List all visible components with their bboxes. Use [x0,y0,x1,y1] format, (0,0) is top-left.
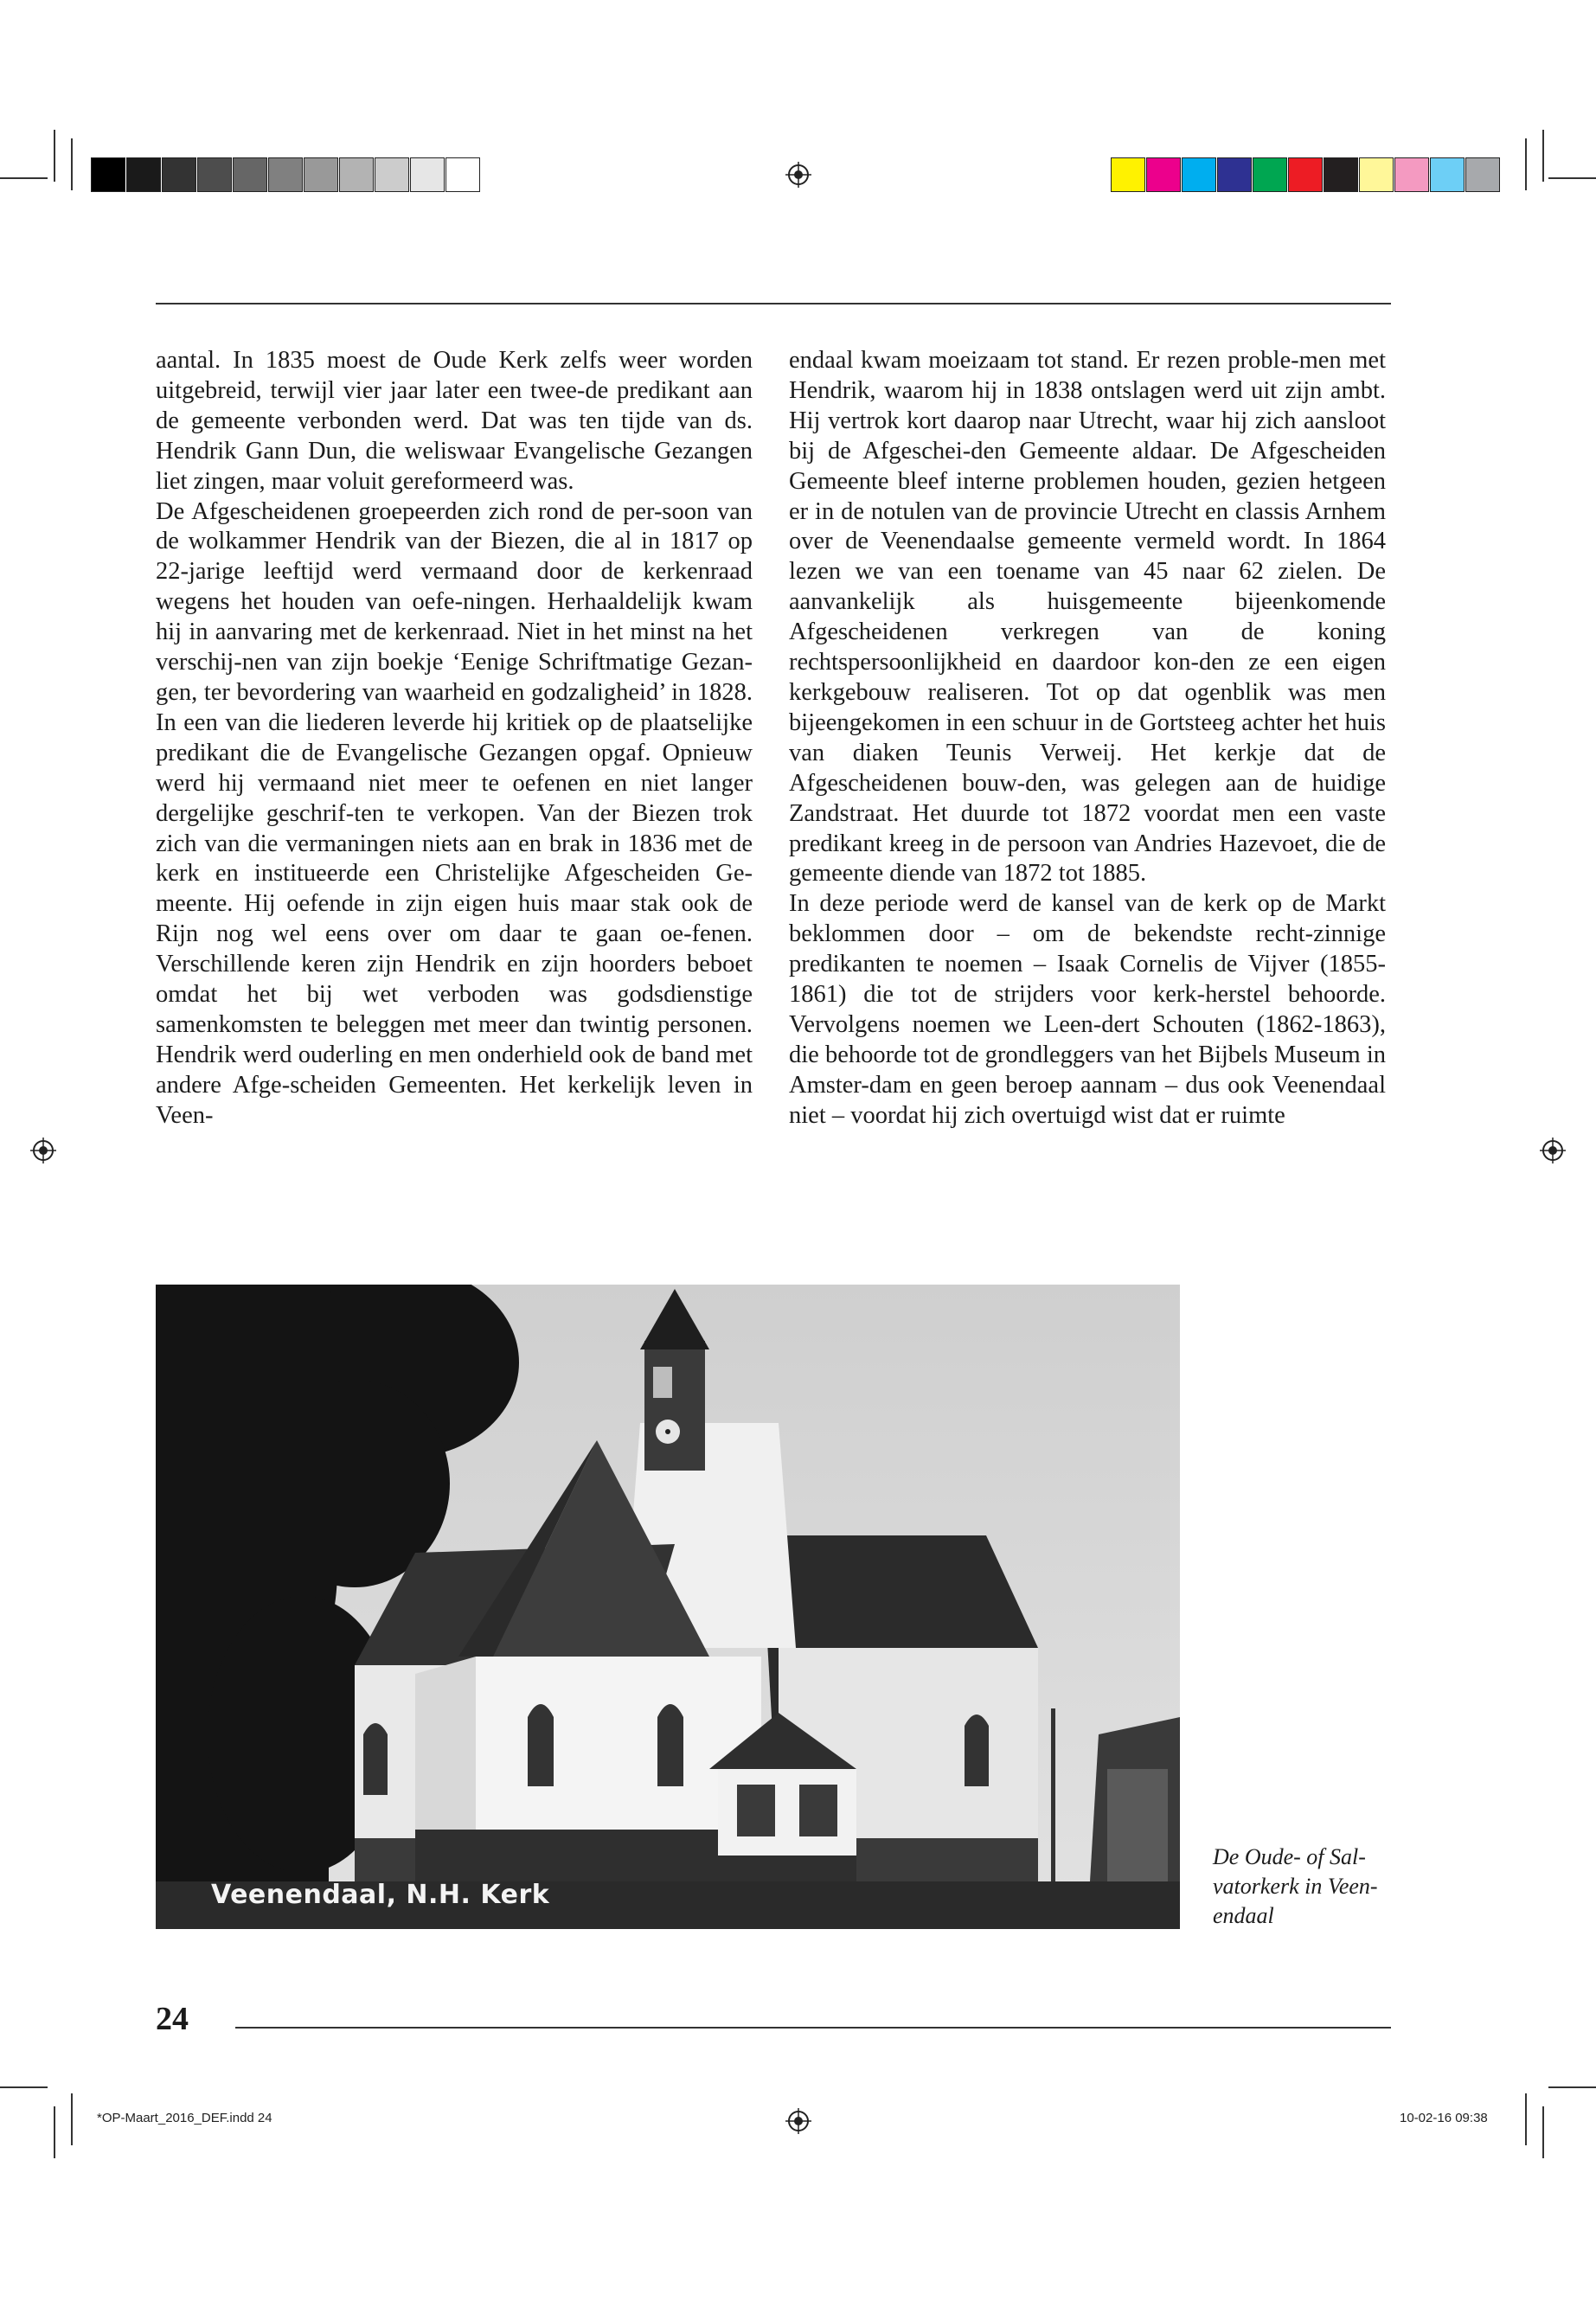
registration-mark-top-icon [785,162,811,188]
paragraph: In deze periode werd de kansel van de kerk op de Markt beklommen door – om de bekendste recht-zinnige predikanten te noemen – Isaak Cornelis de Vijver (1855-1861) die tot de strijders voor kerk-herstel behoorde. Vervolgens noemen we Leen-dert Schouten (1862-1863), die behoorde tot de grondleggers van het Bijbels Museum in Amster-dam en geen beroep aannam – dus ook Veenendaal niet – voordat hij zich overtuigd wist dat er ruimte [789,890,1386,1129]
text-column-left [156,346,753,1131]
color-swatch [1288,157,1323,192]
registration-mark-bottom-icon [785,2108,811,2134]
color-swatch [375,157,409,192]
color-swatch [1324,157,1358,192]
paragraph: endaal kwam moeizaam tot stand. Er rezen proble-men met Hendrik, waarom hij in 1838 ontslagen werd uit zijn ambt. Hij vertrok kort daarop naar Utrecht, waar hij zich aansloot bij de Afgeschei-den Gemeente aldaar. De Afgescheiden Gemeente bleef interne problemen houden, gezien hetgeen er in de notulen van de provincie Utrecht en classis Arnhem over de Veenendaalse gemeente vermeld wordt. In 1864 lezen we van een toename van 45 naar 62 zielen. De aanvankelijk als huisgemeente bijeenkomende Afgescheidenen verkregen van de koning rechtspersoonlijkheid en daardoor kon-den ze een eigen kerkgebouw realiseren. Tot op dat ogenblik was men bijeengekomen in een schuur in de Gortsteeg achter het huis van diaken Teunis Verweij. Het kerkje dat de Afgescheidenen bouw-den, was gelegen aan de huidige Zandstraat. Het duurde tot 1872 voordat men een vaste predikant kreeg in de persoon van Andries Hazevoet, die de gemeente diende van 1872 tot 1885. [789,347,1386,888]
color-swatch [1465,157,1500,192]
slug-datetime: 10-02-16 09:38 [1400,2111,1488,2125]
color-swatch [445,157,480,192]
color-swatch [268,157,303,192]
footer-rule [235,2027,1391,2029]
slug-file: *OP-Maart_2016_DEF.indd 24 [97,2111,272,2125]
paragraph: aantal. In 1835 moest de Oude Kerk zelfs weer worden uitgebreid, terwijl vier jaar later een twee-de predikant aan de gemeente verbonden werd. Dat was ten tijde van ds. Hendrik Gann Dun, die weliswaar Evangelische Gezangen liet zingen, maar voluit gereformeerd was. [156,347,753,495]
church-photo [156,1285,1180,1929]
color-swatch [1182,157,1216,192]
color-swatch [1359,157,1394,192]
color-swatch [91,157,125,192]
photo-caption: De Oude- of Sal-vatorkerk in Veen-endaal [1213,1844,1378,1928]
paragraph: De Afgescheidenen groepeerden zich rond de per-soon van de wolkammer Hendrik van der Biezen, die al in 1817 op 22-jarige leeftijd werd vermaand door de kerkenraad wegens het houden van oefe-ningen. Herhaaldelijk kwam hij in aanvaring met de kerkenraad. Niet in het minst na het verschij-nen van zijn boekje ‘Eenige Schriftmatige Gezan-gen, ter bevordering van waarheid en godzaligheid’ in 1828. In een van die liederen leverde hij kritiek op de plaatselijke predikant die de Evangelische Gezangen opgaf. Opnieuw werd hij vermaand niet meer te oefenen en niet langer dergelijke geschrif-ten te verkopen. Van der Biezen trok zich van die vermaningen niets aan en brak in 1836 met de kerk en institueerde een Christelijke Afgescheiden Ge-meente. Hij oefende in zijn eigen huis maar stak ook de Rijn nog wel eens over om daar te gaan oe-fenen. Verschillende keren zijn Hendrik en zijn hoorders beboet omdat het bij wet verboden was godsdienstige samenkomsten te beleggen met meer dan twintig personen. Hendrik werd ouderling en men onderhield ook de band met andere Afge-scheiden Gemeenten. Het kerkelijk leven in Veen- [156,497,753,1129]
color-swatch [162,157,196,192]
color-swatch [1253,157,1287,192]
color-swatch [126,157,161,192]
color-swatch [197,157,232,192]
color-swatch [1146,157,1181,192]
color-swatch [339,157,374,192]
color-swatch [1217,157,1252,192]
page-number: 24 [156,2001,189,2037]
color-swatch [1394,157,1429,192]
registration-mark-left-icon [30,1138,56,1163]
color-swatch [1430,157,1465,192]
header-rule [156,303,1391,304]
photo-inset-label: Veenendaal, N.H. Kerk [211,1880,550,1910]
text-column-right [789,346,1386,1131]
color-swatch [410,157,445,192]
color-swatch [233,157,267,192]
color-swatch [304,157,338,192]
registration-mark-right-icon [1540,1138,1566,1163]
color-swatch [1111,157,1145,192]
